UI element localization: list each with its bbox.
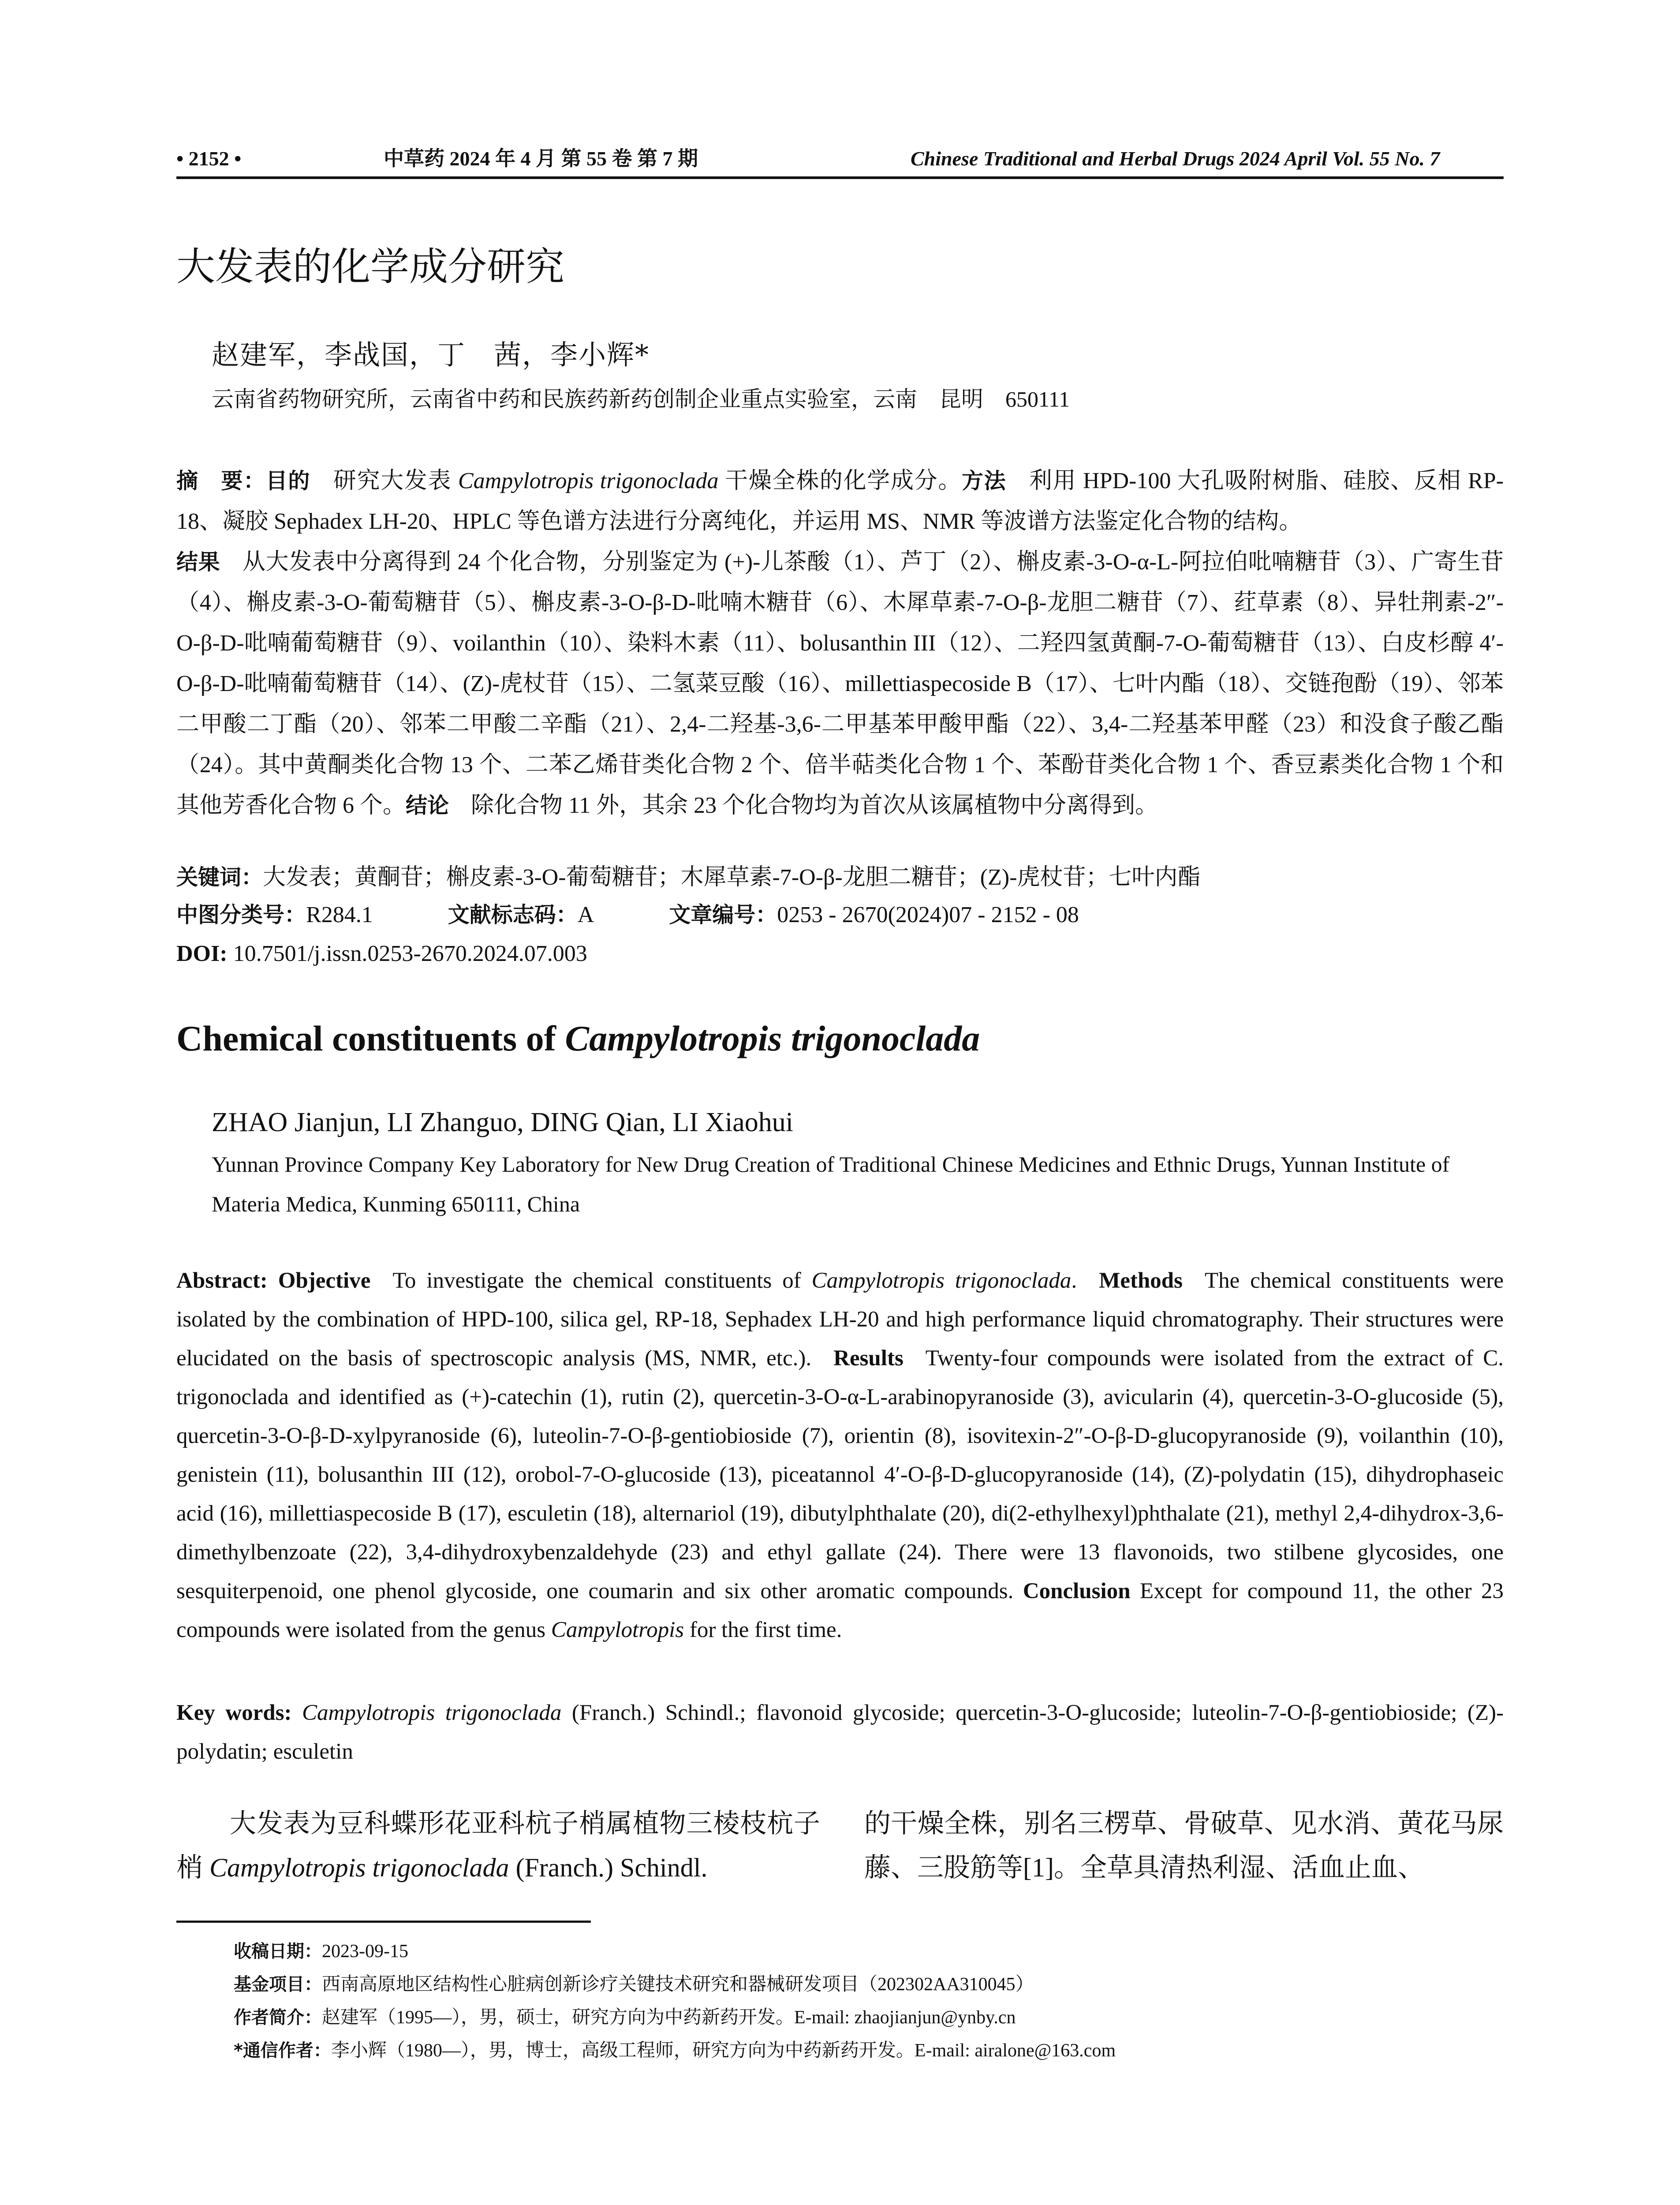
results-label-en: Results: [833, 1346, 903, 1371]
body-column-right: 的干燥全株，别名三楞草、骨破草、见水消、黄花马尿藤、三股筋等[1]。全草具清热利湿、活血止血、: [864, 1809, 1504, 1882]
footnote-text: 赵建军（1995—），男，硕士，研究方向为中药新药开发。E-mail: zhaojianjun@ynby.cn: [322, 2007, 1016, 2028]
body-text-left-a: 大发表为豆科蝶形花亚科杭子梢属植物三棱枝杭子梢: [176, 1809, 820, 1882]
conclusion-text-en-a: Except for compound 11, the other 23 compounds were isolated from the genus: [176, 1579, 1504, 1642]
results-text-en: Twenty-four compounds were isolated from the extract of C. trigonoclada and identified as (+)-catechin (1), rutin (2), quercetin-3-O-α-L-arabinopyranoside (3), avicularin (4), quercetin-3-O-glucoside (5), quercetin-3-O-β-D-xylpyranoside (6), luteolin-7-O-β-gentiobioside (7), orientin (8), isovitexin-2″-O-β-D-glucopyranoside (9), voilanthin (10), genistein (11), bolusanthin III (12), orobol-7-O-glucoside (13), piceatannol 4′-O-β-D-glucopyranoside (14), (Z)-polydatin (15), dihydrophaseic acid (16), millettiaspecoside B (17), esculetin (18), alternariol (19), dibutylphthalate (20), di(2-ethylhexyl)phthalate (21), methyl 2,4-dihydrox-3,6-dimethylbenzoate (22), 3,4-dihydroxybenzaldehyde (23) and ethyl gallate (24). There were 13 flavonoids, two stilbene glycosides, one sesquiterpenoid, one phenol glycoside, one coumarin and six other aromatic compounds.: [176, 1346, 1504, 1603]
keywords-label-en: Key words:: [176, 1700, 292, 1725]
article-title-cn: 大发表的化学成分研究: [176, 244, 565, 289]
conclusion-label-en: Conclusion: [1023, 1579, 1131, 1603]
results-text-cn: 从大发表中分离得到 24 个化合物，分别鉴定为 (+)-儿茶酸（1）、芦丁（2）、槲皮素-3-O-α-L-阿拉伯吡喃糖苷（3）、广寄生苷（4）、槲皮素-3-O-葡萄糖苷（5）、槲皮素-3-O-β-D-吡喃木糖苷（6）、木犀草素-7-O-β-龙胆二糖苷（7）、荭草素（8）、异牡荆素-2″-O-β-D-吡喃葡萄糖苷（9）、voilanthin（10）、染料木素（11）、bolusanthin III（12）、二羟四氢黄酮-7-O-葡萄糖苷（13）、白皮杉醇 4′-O-β-D-吡喃葡萄糖苷（14）、(Z)-虎杖苷（15）、二氢菜豆酸（16）、millettiaspecoside B（17）、七叶内酯（18）、交链孢酚（19）、邻苯二甲酸二丁酯（20）、邻苯二甲酸二辛酯（21）、2,4-二羟基-3,6-二甲基苯甲酸甲酯（22）、3,4-二羟基苯甲醛（23）和没食子酸乙酯（24）。其中黄酮类化合物 13 个、二苯乙烯苷类化合物 2 个、倍半萜类化合物 1 个、苯酚苷类化合物 1 个、香豆素类化合物 1 个和其他芳香化合物 6 个。: [176, 549, 1504, 818]
doc-code-label: 文献标志码：: [448, 902, 578, 927]
footnote-funding: [234, 1969, 1034, 2000]
abstract-label-en: Abstract:: [176, 1268, 268, 1293]
abstract-cn: [176, 461, 1504, 826]
footnote-text: 2023-09-15: [322, 1941, 408, 1962]
abstract-label-cn: 摘 要：: [176, 468, 266, 493]
clc-label: 中图分类号：: [176, 902, 306, 927]
objective-label-en: Objective: [278, 1268, 371, 1293]
methods-label-en: Methods: [1099, 1268, 1183, 1293]
footnote-divider: [176, 1921, 591, 1923]
keywords-label-cn: 关键词：: [176, 865, 263, 890]
title-en-prefix: Chemical constituents of: [176, 1018, 565, 1058]
article-title-en: [176, 1012, 980, 1065]
objective-label-cn: 目的: [265, 468, 311, 493]
header-divider: [176, 176, 1504, 179]
keywords-species-en: Campylotropis trigonoclada: [302, 1700, 562, 1725]
running-header: [176, 141, 1504, 176]
authors-cn: 赵建军，李战国，丁 茜，李小辉*: [212, 339, 650, 371]
conclusion-text-cn: 除化合物 11 外，其余 23 个化合物均为首次从该属植物中分离得到。: [471, 793, 1158, 818]
journal-citation-en: Chinese Traditional and Herbal Drugs 2024 April Vol. 55 No. 7: [911, 147, 1440, 170]
keywords-en: [176, 1693, 1504, 1771]
methods-text-cn: 利用 HPD-100 大孔吸附树脂、硅胶、反相 RP-18、凝胶 Sephadex LH-20、HPLC 等色谱方法进行分离纯化，并运用 MS、NMR 等波谱方法鉴定化合物的结构。: [176, 468, 1504, 534]
methods-text-en: The chemical constituents were isolated by the combination of HPD-100, silica gel, RP-18, Sephadex LH-20 and high performance liquid chromatography. Their structures were elucidated on the basis of spectroscopic analysis (MS, NMR, etc.).: [176, 1268, 1504, 1371]
footnote-label: 作者简介：: [234, 2007, 322, 2028]
footnote-label: 收稿日期：: [234, 1941, 322, 1962]
keywords-text-cn: 大发表；黄酮苷；槲皮素-3-O-葡萄糖苷；木犀草素-7-O-β-龙胆二糖苷；(Z)-虎杖苷；七叶内酯: [263, 865, 1201, 890]
objective-text-cn-b: 干燥全株的化学成分。: [718, 468, 962, 493]
footnote-author-bio: [234, 2002, 1015, 2033]
article-number-value: 0253 - 2670(2024)07 - 2152 - 08: [777, 902, 1079, 927]
footnote-received: [234, 1936, 408, 1967]
keywords-cn: [176, 858, 1504, 897]
doi-label: DOI:: [176, 941, 228, 966]
conclusion-label-cn: 结论: [406, 793, 449, 818]
body-species-name: Campylotropis trigonoclada: [209, 1853, 509, 1882]
species-name-cn: Campylotropis trigonoclada: [458, 468, 719, 493]
methods-label-cn: 方法: [962, 468, 1007, 493]
genus-name-en: Campylotropis: [551, 1618, 684, 1642]
affiliation-cn: 云南省药物研究所，云南省中药和民族药新药创制企业重点实验室，云南 昆明 650111: [212, 387, 1070, 411]
affiliation-en: Yunnan Province Company Key Laboratory for New Drug Creation of Traditional Chinese Medicines and Ethnic Drugs, Yunnan Institute of Materia Medica, Kunming 650111, China: [212, 1152, 1450, 1216]
doi-line: [176, 934, 587, 974]
body-column-left: [176, 1801, 820, 1890]
footnote-label: *通信作者：: [234, 2041, 331, 2061]
keywords-text-en: (Franch.) Schindl.; flavonoid glycoside; quercetin-3-O-glucoside; luteolin-7-O-β-gentiobioside; (Z)-polydatin; esculetin: [176, 1700, 1504, 1764]
journal-citation-cn: 中草药 2024 年 4 月 第 55 卷 第 7 期: [384, 147, 698, 170]
results-label-cn: 结果: [176, 549, 220, 575]
authors-en: ZHAO Jianjun, LI Zhanguo, DING Qian, LI Xiaohui: [212, 1107, 793, 1137]
species-name-en: Campylotropis trigonoclada: [811, 1268, 1071, 1293]
title-en-species: Campylotropis trigonoclada: [565, 1018, 980, 1058]
conclusion-text-en-b: for the first time.: [684, 1618, 842, 1642]
objective-text-en-b: .: [1071, 1268, 1077, 1293]
abstract-en: [176, 1261, 1504, 1649]
footnote-text: 李小辉（1980—），男，博士，高级工程师，研究方向为中药新药开发。E-mail: airalone@163.com: [331, 2041, 1116, 2061]
body-text-left-b: (Franch.) Schindl.: [509, 1853, 708, 1882]
footnote-label: 基金项目：: [234, 1974, 322, 1995]
footnote-text: 西南高原地区结构性心脏病创新诊疗关键技术研究和器械研发项目（202302AA310045）: [322, 1974, 1034, 1995]
objective-text-cn-a: 研究大发表: [332, 468, 458, 493]
doc-code-value: A: [577, 902, 594, 927]
article-number-label: 文章编号：: [669, 902, 777, 927]
doi-value: 10.7501/j.issn.0253-2670.2024.07.003: [233, 941, 587, 966]
objective-text-en-a: To investigate the chemical constituents of: [392, 1268, 812, 1293]
page-number: • 2152 •: [176, 147, 242, 170]
footnote-corresponding: [234, 2035, 1116, 2066]
classification-line: [176, 895, 1079, 935]
clc-value: R284.1: [306, 902, 373, 927]
